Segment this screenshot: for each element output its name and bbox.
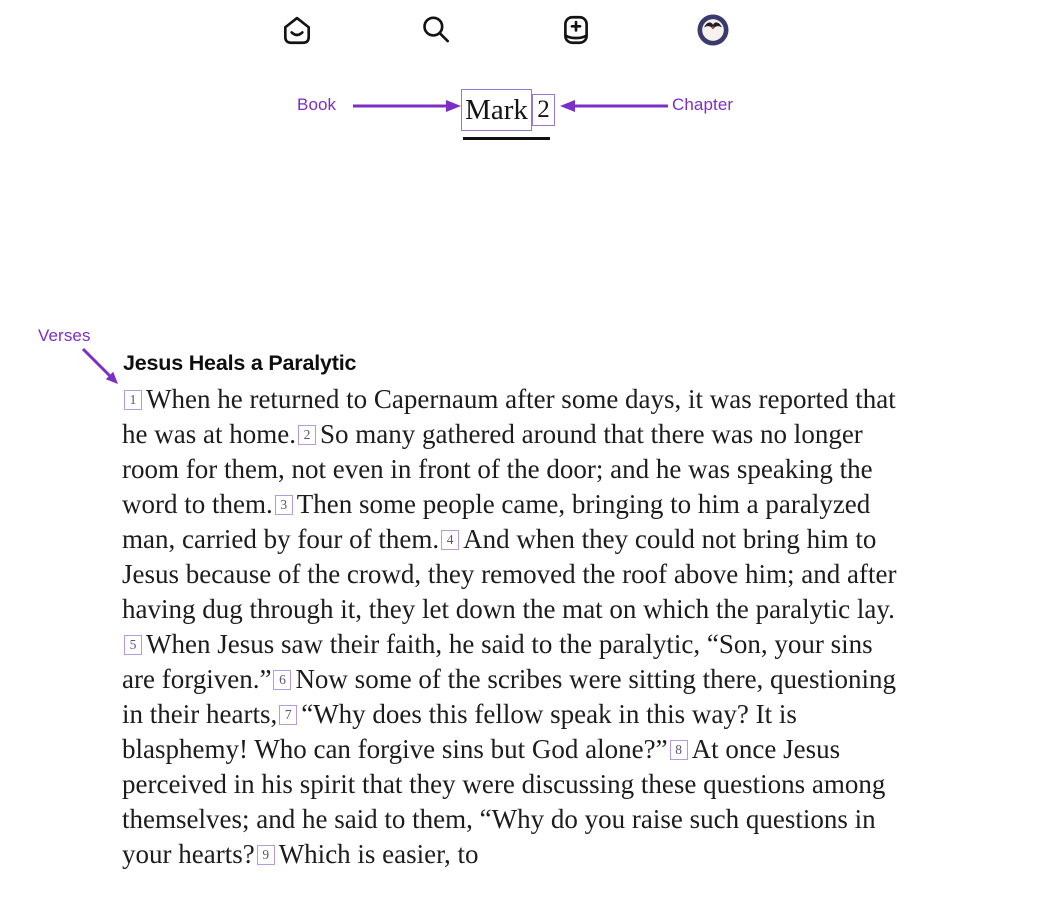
search-icon <box>419 13 453 47</box>
book-arrow <box>351 97 463 115</box>
verse-text[interactable]: When Jesus saw their faith, he said to the paralytic, “Son, your sins are forgiven.” <box>122 629 873 694</box>
profile-button[interactable] <box>694 11 732 49</box>
verse-text[interactable]: “Why does this fellow speak in this way? It is blasphemy! Who can forgive sins but God alone?” <box>122 699 797 764</box>
verse-number-box: 3 <box>275 495 293 515</box>
app-logo-icon <box>696 13 730 47</box>
verse-number-box: 7 <box>279 705 297 725</box>
reference-underline <box>463 137 550 140</box>
chapter-annotation-box <box>532 94 555 126</box>
verse-number-box: 4 <box>441 530 459 550</box>
bible-button[interactable] <box>557 11 595 49</box>
verse-text[interactable]: Now some of the scribes were sitting there, questioning in their hearts, <box>122 664 897 729</box>
verse-number-box: 6 <box>273 670 291 690</box>
verse-text[interactable]: So many gathered around that there was no longer room for them, not even in front of the door; and he was speaking the word to them. <box>122 419 873 519</box>
verse-text[interactable]: And when they could not bring him to Jesus because of the crowd, they removed the roof above him; and after having dug through it, they let down the mat on which the paralytic lay. <box>122 524 897 624</box>
verse-text[interactable]: Which is easier, to <box>278 839 479 869</box>
verse-number-box: 8 <box>670 740 688 760</box>
chapter-annotation-label: Chapter <box>672 95 734 114</box>
verse-text[interactable]: Then some people came, bringing to him a paralyzed man, carried by four of them. <box>122 489 871 554</box>
verse-number-box: 9 <box>257 845 275 865</box>
verses-arrow <box>79 345 125 391</box>
passage-heading: Jesus Heals a Paralytic <box>123 351 357 375</box>
book-annotation-box <box>461 89 532 131</box>
book-name: Mark <box>465 93 528 126</box>
verse-text[interactable]: When he returned to Capernaum after some days, it was reported that he was at home. <box>122 384 896 449</box>
chapter-number: 2 <box>537 96 550 123</box>
home-icon <box>280 13 314 47</box>
verses-annotation-label: Verses <box>38 326 91 345</box>
book-annotation-label: Book <box>297 95 337 114</box>
bible-plus-icon <box>559 13 593 47</box>
home-button[interactable] <box>278 11 316 49</box>
verse-number-box: 5 <box>124 635 142 655</box>
passage-text <box>122 382 904 872</box>
verse-text[interactable]: At once Jesus perceived in his spirit that they were discussing these questions among themselves; and he said to them, “Why do you raise such questions in your hearts? <box>122 734 886 869</box>
chapter-arrow <box>558 97 670 115</box>
search-button[interactable] <box>417 11 455 49</box>
verse-number-box: 2 <box>298 425 316 445</box>
verse-number-box: 1 <box>124 390 142 410</box>
